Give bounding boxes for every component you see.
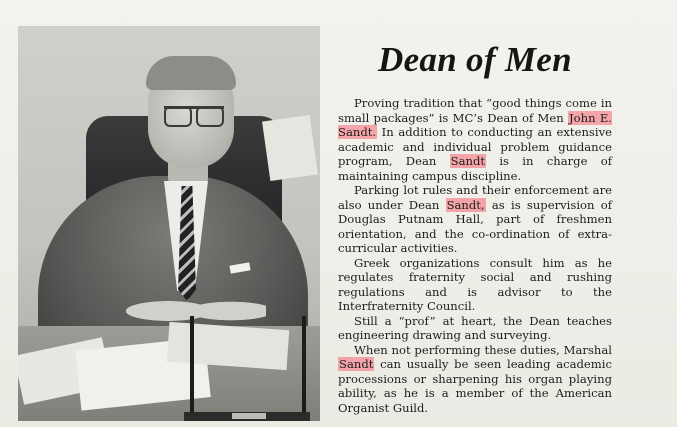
highlighted-name: Sandt	[450, 154, 486, 168]
text-run: is in charge of maintaining campus discipline.	[338, 154, 613, 183]
dean-portrait-photo	[18, 26, 320, 421]
hands	[126, 288, 266, 334]
text-run: In addition to conducting an extensive academic and individual problem guidance program, Dean	[338, 125, 612, 168]
article-paragraph	[338, 256, 612, 314]
text-run: can usually be seen leading academic processions or sharpening his organ playing ability, as he is a member of the American Organist Guild.	[338, 357, 612, 415]
highlighted-name: John E. Sandt.	[338, 110, 612, 139]
text-run: Proving tradition that “good things come in small packages” is MC’s Dean of Men	[338, 96, 612, 125]
article-paragraph	[338, 314, 612, 343]
page-title: Dean of Men	[378, 40, 572, 79]
article-paragraph	[338, 96, 612, 183]
desk-pen	[190, 316, 194, 416]
article-paragraph	[338, 343, 612, 416]
hair	[146, 56, 236, 90]
stacked-papers	[262, 115, 318, 181]
text-run: Parking lot rules and their enforcement are also under Dean	[338, 183, 612, 212]
name-plate	[232, 413, 266, 419]
highlighted-name: Sandt	[339, 357, 374, 371]
pen-stand	[184, 412, 310, 421]
text-run: as is supervision of Douglas Putnam Hall, part of freshmen orientation, and the co-ordination of extra-curricular activities.	[338, 197, 612, 255]
article-body	[338, 96, 612, 415]
text-run: Greek organizations consult him as he regulates fraternity social and rushing regulations and is advisor to the Interfraternity Council.	[338, 255, 612, 313]
highlighted-name: Sandt,	[446, 197, 485, 212]
text-run: When not performing these duties, Marshal	[354, 342, 612, 357]
desk-pen	[302, 316, 306, 416]
text-run: Still a “prof” at heart, the Dean teaches engineering drawing and surveying.	[338, 313, 612, 342]
article-paragraph	[338, 183, 612, 256]
eyeglasses	[164, 106, 224, 129]
